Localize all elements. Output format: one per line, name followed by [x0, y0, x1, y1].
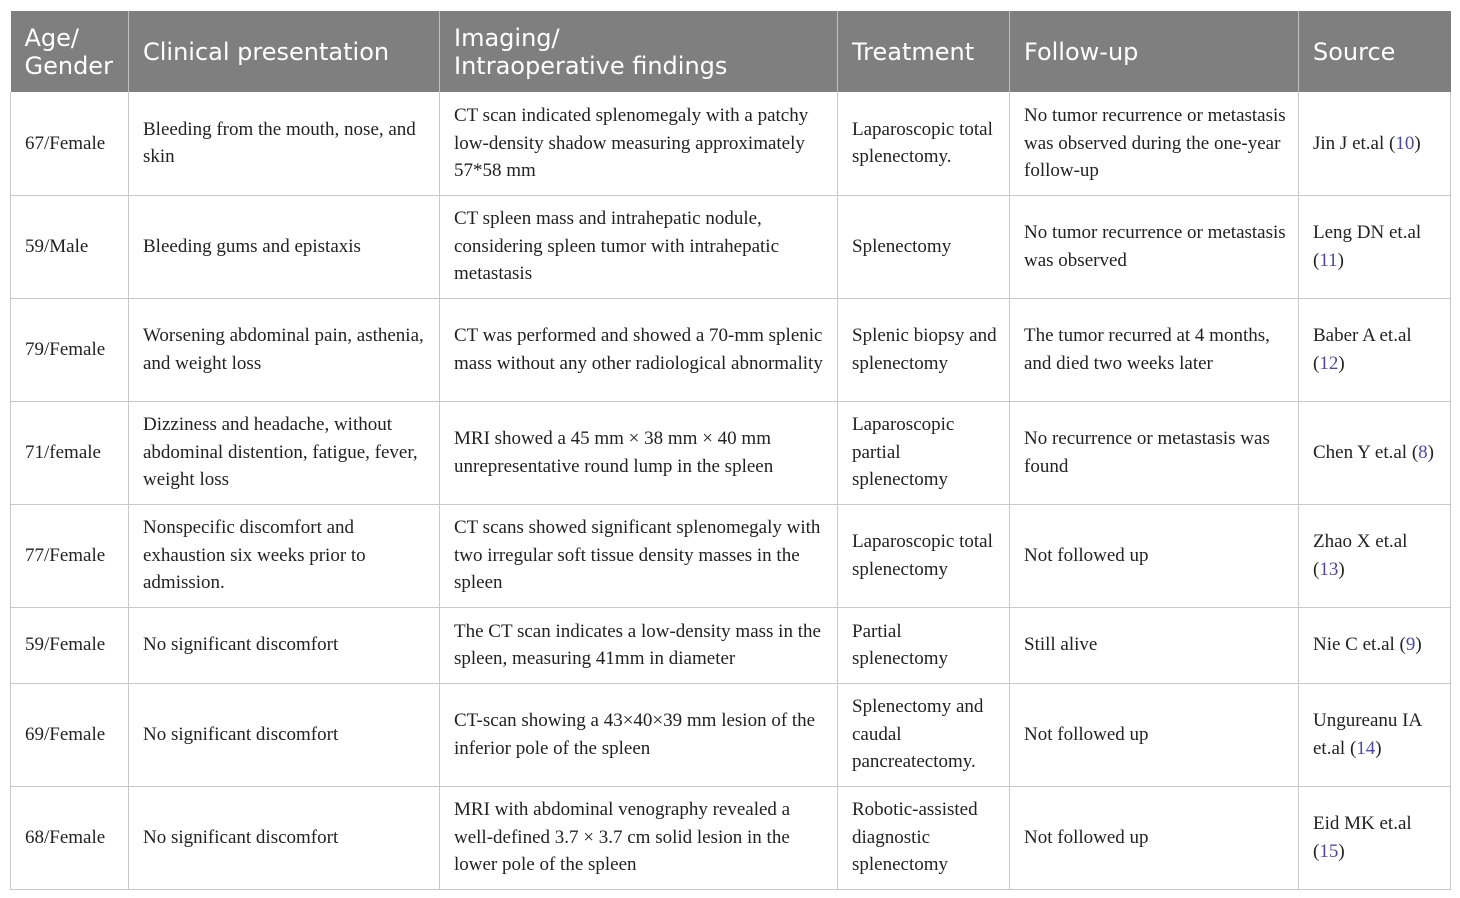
table-row [11, 504, 1451, 607]
cell-source: Chen Y et.al (8) [1299, 401, 1451, 504]
header-treatment: Treatment [838, 11, 1010, 92]
cell-imaging-findings: CT scans showed significant splenomegaly with two irregular soft tissue density masses in the spleen [440, 504, 838, 607]
cell-clinical-presentation: No significant discomfort [129, 683, 440, 786]
table-row [11, 786, 1451, 889]
cell-clinical-presentation: Bleeding gums and epistaxis [129, 195, 440, 298]
cell-clinical-presentation: Nonspecific discomfort and exhaustion six weeks prior to admission. [129, 504, 440, 607]
cell-imaging-findings: CT-scan showing a 43×40×39 mm lesion of the inferior pole of the spleen [440, 683, 838, 786]
case-comparison-table [10, 11, 1451, 890]
cell-clinical-presentation: No significant discomfort [129, 786, 440, 889]
cell-age-gender: 59/Male [11, 195, 129, 298]
header-follow-up: Follow-up [1010, 11, 1299, 92]
source-author: Zhao X et.al [1313, 531, 1408, 552]
table-row [11, 195, 1451, 298]
cell-imaging-findings: CT scan indicated splenomegaly with a patchy low-density shadow measuring approximately 57*58 mm [440, 92, 838, 195]
cell-imaging-findings: The CT scan indicates a low-density mass in the spleen, measuring 41mm in diameter [440, 607, 838, 683]
cell-source: Baber A et.al (12) [1299, 298, 1451, 401]
cell-source: Zhao X et.al (13) [1299, 504, 1451, 607]
cell-age-gender: 77/Female [11, 504, 129, 607]
cell-imaging-findings: CT spleen mass and intrahepatic nodule, considering spleen tumor with intrahepatic metastasis [440, 195, 838, 298]
cell-imaging-findings: MRI showed a 45 mm × 38 mm × 40 mm unrepresentative round lump in the spleen [440, 401, 838, 504]
table-row [11, 298, 1451, 401]
header-clinical-presentation: Clinical presentation [129, 11, 440, 92]
cell-age-gender: 67/Female [11, 92, 129, 195]
cell-source: Nie C et.al (9) [1299, 607, 1451, 683]
cell-clinical-presentation: Bleeding from the mouth, nose, and skin [129, 92, 440, 195]
table-row [11, 683, 1451, 786]
table-row [11, 92, 1451, 195]
cell-treatment: Splenic biopsy and splenectomy [838, 298, 1010, 401]
source-author: Ungureanu IA et.al [1313, 710, 1422, 759]
cell-source: Jin J et.al (10) [1299, 92, 1451, 195]
cell-follow-up: No tumor recurrence or metastasis was observed during the one-year follow-up [1010, 92, 1299, 195]
cell-clinical-presentation: No significant discomfort [129, 607, 440, 683]
header-row [11, 11, 1451, 92]
source-author: Eid MK et.al [1313, 813, 1412, 834]
cell-age-gender: 71/female [11, 401, 129, 504]
source-reference-link[interactable]: 11 [1319, 249, 1338, 271]
table-body [11, 92, 1451, 889]
header-age-gender: Age/ Gender [11, 11, 129, 92]
header-source: Source [1299, 11, 1451, 92]
source-reference-link[interactable]: 12 [1319, 352, 1339, 374]
cell-age-gender: 68/Female [11, 786, 129, 889]
cell-follow-up: No recurrence or metastasis was found [1010, 401, 1299, 504]
cell-clinical-presentation: Dizziness and headache, without abdominal distention, fatigue, fever, weight loss [129, 401, 440, 504]
cell-follow-up: Still alive [1010, 607, 1299, 683]
source-reference-link[interactable]: 10 [1395, 132, 1415, 154]
source-reference-link[interactable]: 15 [1319, 840, 1339, 862]
cell-treatment: Laparoscopic total splenectomy [838, 504, 1010, 607]
table-header [11, 11, 1451, 92]
source-author: Chen Y et.al [1313, 441, 1408, 463]
table-row [11, 607, 1451, 683]
cell-treatment: Partial splenectomy [838, 607, 1010, 683]
source-author: Nie C et.al [1313, 634, 1395, 656]
source-reference-link[interactable]: 14 [1356, 737, 1376, 759]
cell-clinical-presentation: Worsening abdominal pain, asthenia, and weight loss [129, 298, 440, 401]
cell-source: Ungureanu IA et.al (14) [1299, 683, 1451, 786]
cell-age-gender: 59/Female [11, 607, 129, 683]
cell-imaging-findings: CT was performed and showed a 70-mm splenic mass without any other radiological abnormality [440, 298, 838, 401]
case-table-container [10, 11, 1450, 890]
cell-source: Eid MK et.al (15) [1299, 786, 1451, 889]
cell-follow-up: Not followed up [1010, 504, 1299, 607]
source-reference-link[interactable]: 13 [1319, 558, 1339, 580]
table-row [11, 401, 1451, 504]
source-author: Leng DN et.al [1313, 222, 1422, 243]
cell-treatment: Laparoscopic partial splenectomy [838, 401, 1010, 504]
source-reference-link[interactable]: 9 [1405, 634, 1416, 656]
cell-imaging-findings: MRI with abdominal venography revealed a well-defined 3.7 × 3.7 cm solid lesion in the lower pole of the spleen [440, 786, 838, 889]
cell-treatment: Splenectomy and caudal pancreatectomy. [838, 683, 1010, 786]
cell-follow-up: Not followed up [1010, 786, 1299, 889]
cell-follow-up: Not followed up [1010, 683, 1299, 786]
cell-age-gender: 79/Female [11, 298, 129, 401]
cell-source: Leng DN et.al (11) [1299, 195, 1451, 298]
source-reference-link[interactable]: 8 [1418, 441, 1428, 463]
cell-follow-up: The tumor recurred at 4 months, and died two weeks later [1010, 298, 1299, 401]
header-imaging-findings: Imaging/ Intraoperative findings [440, 11, 838, 92]
cell-treatment: Robotic-assisted diagnostic splenectomy [838, 786, 1010, 889]
cell-treatment: Splenectomy [838, 195, 1010, 298]
source-author: Jin J et.al [1313, 132, 1385, 154]
source-author: Baber A et.al [1313, 325, 1412, 346]
cell-age-gender: 69/Female [11, 683, 129, 786]
cell-treatment: Laparoscopic total splenectomy. [838, 92, 1010, 195]
cell-follow-up: No tumor recurrence or metastasis was observed [1010, 195, 1299, 298]
